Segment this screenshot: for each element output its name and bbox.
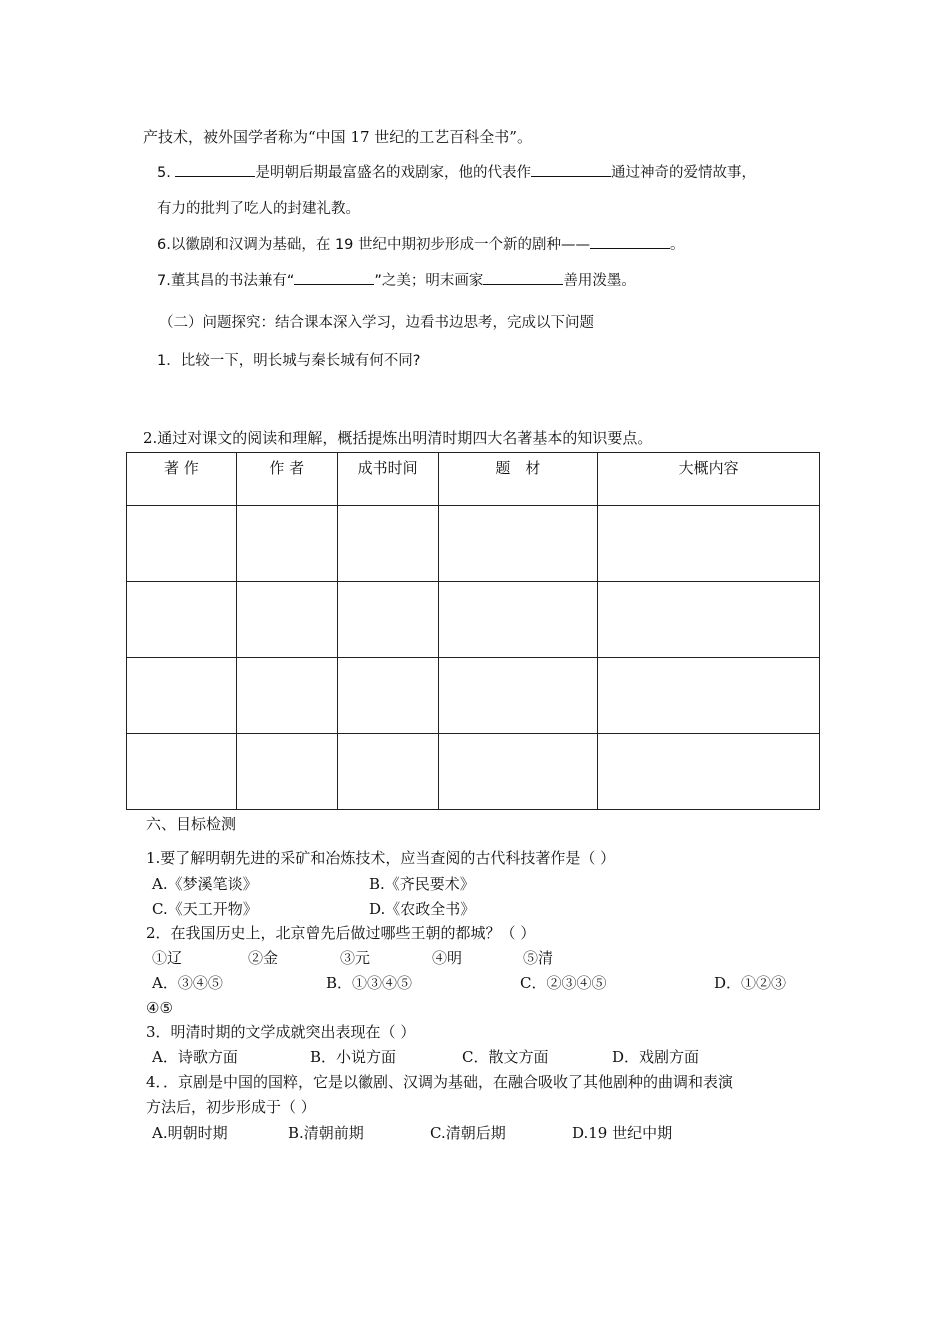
mcq-4-option-b[interactable]: B.清朝前期 <box>288 1124 364 1142</box>
table-cell[interactable] <box>127 734 237 810</box>
answer-blank[interactable] <box>483 270 563 285</box>
table-cell[interactable] <box>438 506 598 582</box>
mcq-1-option-c[interactable]: C.《天工开物》 <box>152 900 258 918</box>
classics-table <box>126 452 820 810</box>
mcq-1-option-d[interactable]: D.《农政全书》 <box>369 900 476 918</box>
mcq-2-option-d-cont: ④⑤ <box>146 999 173 1017</box>
table-cell[interactable] <box>598 658 820 734</box>
table-cell[interactable] <box>337 506 438 582</box>
question-7 <box>157 270 636 291</box>
table-cell[interactable] <box>127 506 237 582</box>
question-text: 是明朝后期最富盛名的戏剧家，他的代表作 <box>255 165 531 181</box>
header-time: 成书时间 <box>337 453 438 506</box>
mcq-4-stem: 4．．京剧是中国的国粹，它是以徽剧、汉调为基础，在融合吸收了其他剧种的曲调和表演 <box>146 1073 734 1091</box>
mcq-4-option-d[interactable]: D.19 世纪中期 <box>572 1124 673 1142</box>
inquiry-question-2: 2.通过对课文的阅读和理解，概括提炼出明清时期四大名著基本的知识要点。 <box>143 429 653 447</box>
mcq-2-option-b[interactable]: B．①③④⑤ <box>326 974 413 992</box>
mcq-3-stem: 3．明清时期的文学成就突出表现在（ ） <box>146 1023 416 1041</box>
answer-blank[interactable] <box>175 162 255 177</box>
question-text: 6.以徽剧和汉调为基础，在 19 世纪中期初步形成一个新的剧种—— <box>157 237 591 253</box>
question-text: 7.董其昌的书法兼有“ <box>157 273 295 289</box>
mcq-4-stem-cont: 方法后，初步形成于（ ） <box>146 1098 316 1116</box>
mcq-4-option-a[interactable]: A.明朝时期 <box>152 1124 228 1142</box>
table-cell[interactable] <box>598 582 820 658</box>
mcq-2-item: ④明 <box>432 949 463 967</box>
mcq-2-stem: 2．在我国历史上，北京曾先后做过哪些王朝的都城？（ ） <box>146 924 536 942</box>
question-number: 5. <box>157 165 171 181</box>
table-cell[interactable] <box>236 582 337 658</box>
question-5-cont: 有力的批判了吃人的封建礼教。 <box>157 201 360 217</box>
mcq-2-item: ⑤清 <box>523 949 554 967</box>
mcq-3-option-c[interactable]: C．散文方面 <box>462 1048 549 1066</box>
table-cell[interactable] <box>127 658 237 734</box>
table-cell[interactable] <box>598 506 820 582</box>
mcq-1-stem: 1.要了解明朝先进的采矿和冶炼技术，应当查阅的古代科技著作是（ ） <box>146 849 616 867</box>
table-row <box>127 506 820 582</box>
table-cell[interactable] <box>127 582 237 658</box>
table-header-row <box>127 453 820 506</box>
table-row <box>127 734 820 810</box>
mcq-1-option-b[interactable]: B.《齐民要术》 <box>369 875 475 893</box>
mcq-3-option-b[interactable]: B．小说方面 <box>310 1048 397 1066</box>
mcq-3-option-a[interactable]: A．诗歌方面 <box>152 1048 238 1066</box>
mcq-1-option-a[interactable]: A.《梦溪笔谈》 <box>152 875 258 893</box>
table-cell[interactable] <box>337 582 438 658</box>
header-content: 大概内容 <box>598 453 820 506</box>
mcq-2-item: ①辽 <box>152 949 183 967</box>
mcq-2-item: ③元 <box>340 949 371 967</box>
header-author: 作 者 <box>236 453 337 506</box>
answer-blank[interactable] <box>590 234 670 249</box>
question-text: 通过神奇的爱情故事， <box>610 165 756 181</box>
mcq-2-option-a[interactable]: A．③④⑤ <box>152 974 223 992</box>
table-cell[interactable] <box>236 734 337 810</box>
table-cell[interactable] <box>438 582 598 658</box>
table-cell[interactable] <box>438 734 598 810</box>
table-cell[interactable] <box>598 734 820 810</box>
text-line: 产技术，被外国学者称为“中国 17 世纪的工艺百科全书”。 <box>143 128 532 146</box>
inquiry-question-1: 1．比较一下，明长城与秦长城有何不同? <box>157 353 421 369</box>
question-5 <box>157 162 756 183</box>
question-text: 善用泼墨。 <box>563 273 636 289</box>
mcq-2-option-c[interactable]: C．②③④⑤ <box>520 974 607 992</box>
question-6 <box>157 234 685 255</box>
table-cell[interactable] <box>337 734 438 810</box>
table-cell[interactable] <box>236 506 337 582</box>
table-cell[interactable] <box>337 658 438 734</box>
table-row <box>127 582 820 658</box>
question-text: ”之美；明末画家 <box>374 273 484 289</box>
table-cell[interactable] <box>236 658 337 734</box>
answer-blank[interactable] <box>294 270 374 285</box>
answer-blank[interactable] <box>531 162 611 177</box>
header-work: 著 作 <box>127 453 237 506</box>
mcq-4-option-c[interactable]: C.清朝后期 <box>430 1124 506 1142</box>
table-row <box>127 658 820 734</box>
section-heading: （二）问题探究：结合课本深入学习，边看书边思考，完成以下问题 <box>159 315 594 331</box>
mcq-2-item: ②金 <box>248 949 279 967</box>
table-cell[interactable] <box>438 658 598 734</box>
mcq-3-option-d[interactable]: D．戏剧方面 <box>612 1048 700 1066</box>
header-subject: 题 材 <box>438 453 598 506</box>
punctuation: 。 <box>670 237 685 253</box>
mcq-2-option-d[interactable]: D．①②③ <box>714 974 787 992</box>
section-title: 六、目标检测 <box>146 815 237 833</box>
